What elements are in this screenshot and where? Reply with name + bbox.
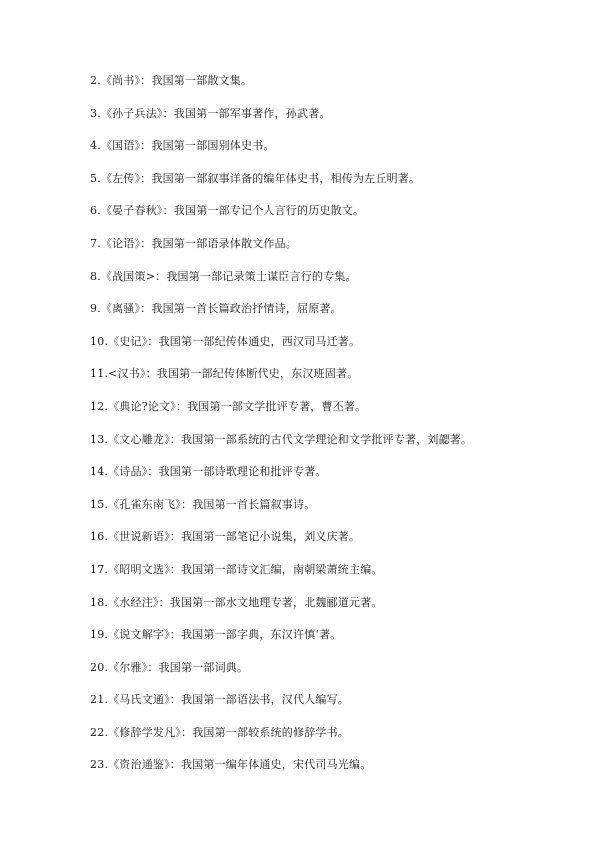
- list-item: 20.《尔雅》：我国第一部词典。: [90, 660, 249, 674]
- list-item: 22.《修辞学发凡》：我国第一部较系统的修辞学书。: [90, 725, 349, 739]
- list-item: 2.《尚书》：我国第一部散文集。: [90, 74, 253, 87]
- list-item: 18.《水经注》：我国第一部水文地理专著，北魏郦道元著。: [90, 595, 383, 609]
- list-item: 10.《史记》：我国第一部纪传体通史，西汉司马迁著。: [90, 334, 361, 348]
- list-item: 5.《左传》：我国第一部叙事详备的编年体史书，相传为左丘明著。: [90, 171, 421, 185]
- list-item: 7.《论语》：我国第一部语录体散文作品。: [90, 236, 297, 250]
- list-item: 6.《晏子春秋》：我国第一部专记个人言行的历史散文。: [90, 204, 365, 218]
- list-item: 12.《典论?论文》：我国第一部文学批评专著，曹丕著。: [90, 399, 367, 413]
- list-item: 21.《马氏文通》：我国第一部语法书，汉代人编写。: [90, 693, 349, 707]
- list-item: 15.《孔雀东南飞》：我国第一首长篇叙事诗。: [90, 497, 316, 511]
- list-item: 16.《世说新语》：我国第一部笔记小说集，刘义庆著。: [90, 530, 361, 544]
- list-item: 4.《国语》：我国第一部国别体史书。: [90, 139, 275, 153]
- list-item: 19.《说文解字》：我国第一部字典，东汉许慎‘著。: [90, 628, 342, 642]
- list-item: 8.《战国策>：我国第一部记录策士谋臣言行的专集。: [90, 269, 357, 283]
- list-item: 11.<汉书》：我国第一部纪传体断代史，东汉班固著。: [90, 367, 359, 381]
- list-item: 14.《诗品》：我国第一部诗歌理论和批评专著。: [90, 465, 327, 479]
- list-item: 23.《资治通鉴》：我国第一编年体通史，宋代司马光编。: [90, 758, 372, 772]
- entry-list: [90, 71, 472, 788]
- list-item: 17.《昭明文选》：我国第一部诗文汇编，南朝梁萧统主编。: [90, 562, 383, 576]
- list-item: 9.《离骚》：我国第一首长篇政治抒情诗，屈原著。: [90, 302, 342, 316]
- list-item: 3.《孙子兵法》：我国第一部军事著作，孙武著。: [90, 106, 331, 120]
- list-item: 13.《文心雕龙》：我国第一部系统的古代文学理论和文学批评专著，刘勰著。: [90, 432, 473, 446]
